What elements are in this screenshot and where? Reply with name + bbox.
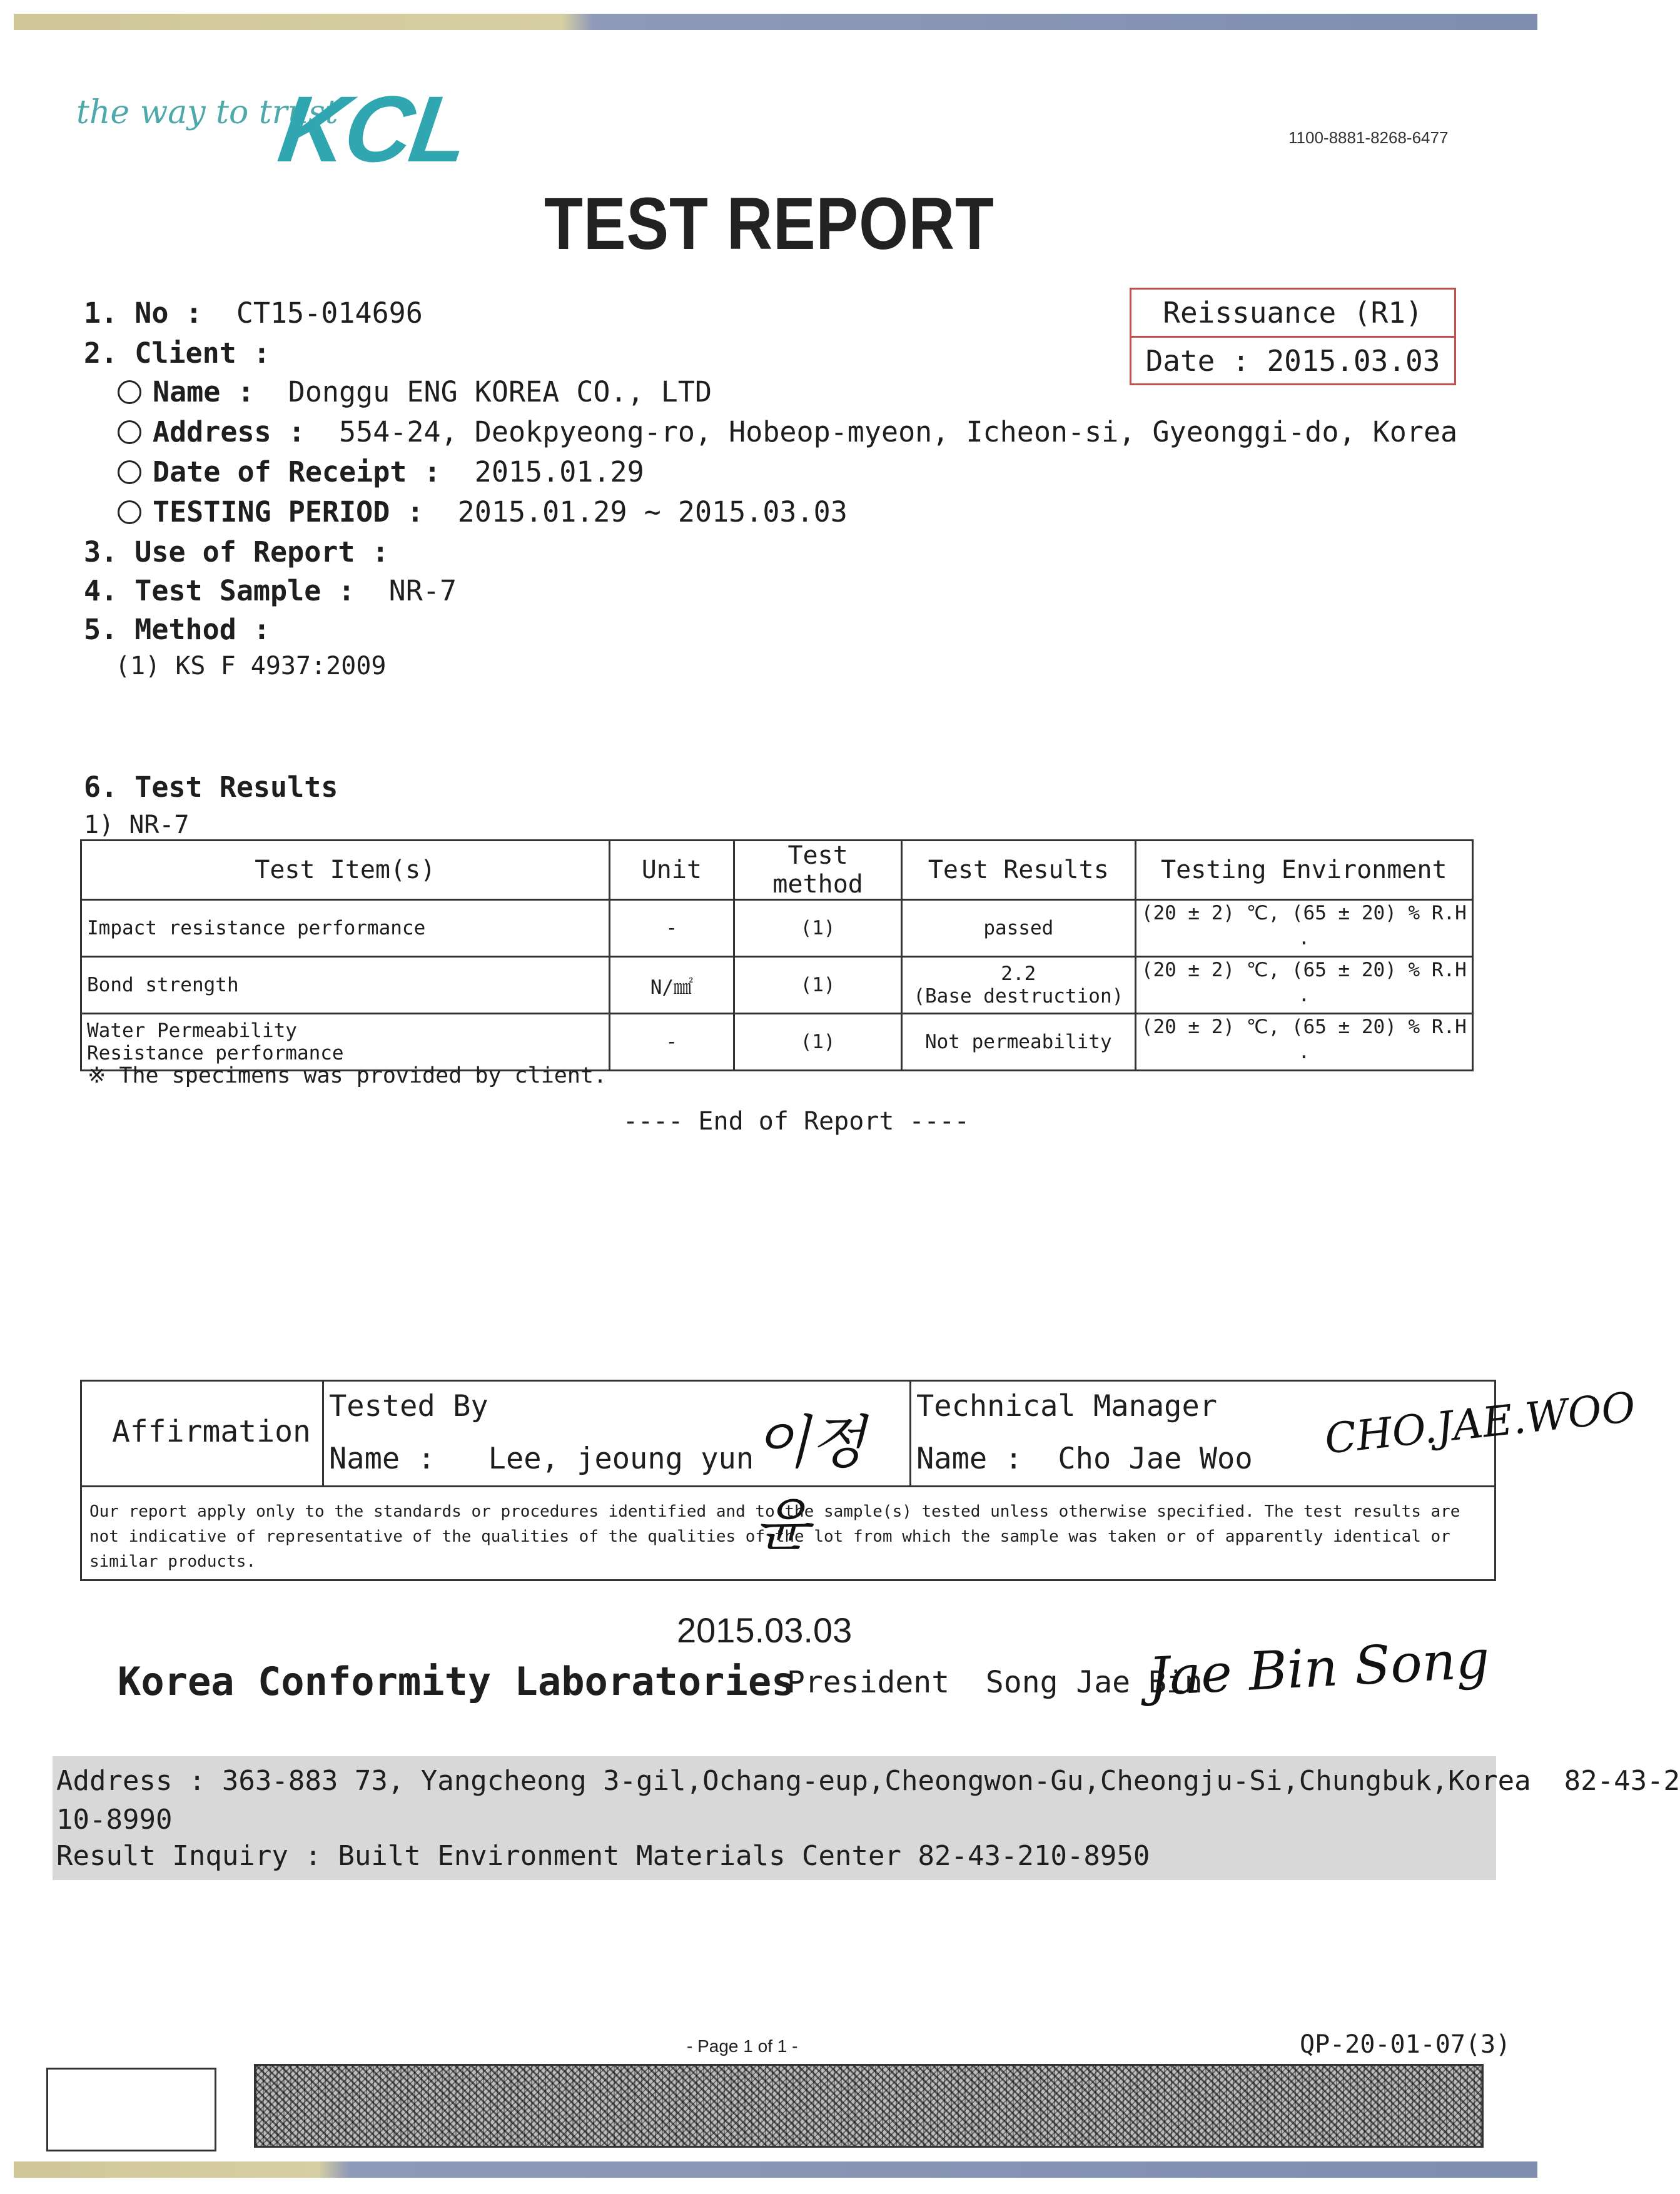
method-cell: (1) xyxy=(734,900,902,957)
method-label: 5. Method : xyxy=(84,613,271,646)
tested-by-name-label: Name : xyxy=(329,1442,435,1476)
client-address-value: 554-24, Deokpyeong-ro, Hobeop-myeon, Icheon-si, Gyeonggi-do, Korea xyxy=(339,415,1458,448)
unit-cell: N/㎟ xyxy=(609,957,734,1014)
technical-manager-cell xyxy=(911,1382,1638,1487)
test-sample-value: NR-7 xyxy=(388,574,457,607)
address-line-2: 10-8990 xyxy=(56,1804,173,1836)
test-sample-row xyxy=(84,574,457,607)
client-address-label: Address : xyxy=(153,415,305,448)
tested-by-label: Tested By xyxy=(329,1389,488,1423)
method-value: (1) KS F 4937:2009 xyxy=(115,652,387,680)
result-cell: Not permeability xyxy=(901,1014,1135,1071)
bullet-circle-icon xyxy=(118,500,141,524)
environment-cell: (20 ± 2) ℃, (65 ± 20) % R.H . xyxy=(1135,1014,1472,1071)
form-code: QP-20-01-07(3) xyxy=(1300,2030,1511,2059)
table-header-row xyxy=(81,841,1473,900)
results-heading: 6. Test Results xyxy=(84,771,338,804)
test-item-cell: Impact resistance performance xyxy=(81,900,610,957)
kcl-logo: KCL xyxy=(273,76,473,181)
reissuance-label: Reissuance (R1) xyxy=(1131,290,1454,338)
column-header: Test Results xyxy=(901,841,1135,900)
tested-by-name: Lee, jeoung yun xyxy=(488,1442,754,1476)
testing-period-label: TESTING PERIOD : xyxy=(153,495,424,528)
client-label: 2. Client : xyxy=(84,336,271,370)
receipt-date-label: Date of Receipt : xyxy=(153,455,441,488)
testing-period-value: 2015.01.29 ~ 2015.03.03 xyxy=(457,495,848,528)
address-block xyxy=(53,1756,1680,1880)
organization-name: Korea Conformity Laboratories xyxy=(118,1659,795,1704)
president-row xyxy=(787,1665,1203,1700)
technical-manager-name-label: Name : xyxy=(916,1442,1023,1476)
end-of-report: ---- End of Report ---- xyxy=(623,1107,969,1136)
receipt-date-row xyxy=(118,455,644,488)
bullet-circle-icon xyxy=(118,460,141,484)
reissuance-date: Date : 2015.03.03 xyxy=(1145,344,1440,378)
bullet-circle-icon xyxy=(118,380,141,404)
result-cell: passed xyxy=(901,900,1135,957)
column-header: Test Item(s) xyxy=(81,841,610,900)
tested-by-name-row xyxy=(329,1442,754,1476)
disclaimer-text: Our report apply only to the standards or procedures identified and to the sample(s) tested unless otherwise specified. The test results are not indicative of representative of the qualities of the qualities of the lot from which the sample was taken or of apparently identical or similar products. xyxy=(89,1502,1460,1571)
top-color-band xyxy=(14,14,1537,30)
client-address-row xyxy=(118,415,1457,448)
report-no-value: CT15-014696 xyxy=(236,296,423,330)
affirmation-label-cell xyxy=(82,1382,324,1487)
test-item-cell: Bond strength xyxy=(81,957,610,1014)
table-row xyxy=(81,900,1473,957)
environment-cell: (20 ± 2) ℃, (65 ± 20) % R.H . xyxy=(1135,957,1472,1014)
president-label: President xyxy=(787,1665,950,1700)
tested-by-cell xyxy=(324,1382,911,1559)
table-row xyxy=(81,957,1473,1014)
tested-by-signature: 이정윤 xyxy=(754,1409,866,1559)
issue-date: 2015.03.03 xyxy=(677,1610,853,1650)
affirmation-label: Affirmation xyxy=(112,1414,311,1449)
report-no-row xyxy=(84,296,423,330)
result-cell: 2.2 (Base destruction) xyxy=(901,957,1135,1014)
affirmation-box xyxy=(80,1380,1638,1581)
unit-cell: - xyxy=(609,900,734,957)
table-row xyxy=(81,1014,1473,1071)
president-signature: Jae Bin Song xyxy=(1146,1628,1491,1708)
reissuance-box xyxy=(1130,288,1456,385)
technical-manager-name-row xyxy=(916,1442,1253,1476)
security-barcode xyxy=(254,2064,1484,2148)
column-header: Unit xyxy=(609,841,734,900)
result-inquiry: Result Inquiry : Built Environment Materials Center 82-43-210-8950 xyxy=(56,1840,1150,1872)
unit-cell: - xyxy=(609,1014,734,1071)
technical-manager-label: Technical Manager xyxy=(916,1389,1218,1423)
page-number: - Page 1 of 1 - xyxy=(687,2036,798,2056)
president-name: Song Jae Bin xyxy=(985,1665,1203,1700)
technical-manager-signature: CHO.JAE.WOO xyxy=(1322,1383,1638,1464)
slogan: the way to trust xyxy=(76,94,338,131)
blank-box xyxy=(46,2068,216,2151)
testing-period-row xyxy=(118,495,848,528)
column-header: Testing Environment xyxy=(1135,841,1472,900)
specimen-note: ※ The specimens was provided by client. xyxy=(88,1063,607,1088)
client-name-value: Donggu ENG KOREA CO., LTD xyxy=(288,375,712,408)
report-no-label: 1. No : xyxy=(84,296,203,330)
bottom-color-band xyxy=(14,2161,1537,2178)
receipt-date-value: 2015.01.29 xyxy=(474,455,644,488)
client-name-label: Name : xyxy=(153,375,255,408)
test-item-cell: Water Permeability Resistance performance xyxy=(81,1014,610,1071)
results-table xyxy=(80,839,1474,1071)
page-title: TEST REPORT xyxy=(544,183,994,265)
address-line-1: Address : 363-883 73, Yangcheong 3-gil,Ochang-eup,Cheongwon-Gu,Cheongju-Si,Chungbuk,Korea 82-43-2 xyxy=(56,1765,1680,1797)
environment-cell: (20 ± 2) ℃, (65 ± 20) % R.H . xyxy=(1135,900,1472,957)
technical-manager-name: Cho Jae Woo xyxy=(1058,1442,1253,1476)
client-name-row xyxy=(118,375,712,408)
results-subheading: 1) NR-7 xyxy=(84,811,190,839)
certificate-number: 1100-8881-8268-6477 xyxy=(1288,128,1449,147)
test-sample-label: 4. Test Sample : xyxy=(84,574,355,607)
method-cell: (1) xyxy=(734,1014,902,1071)
column-header: Test method xyxy=(734,841,902,900)
bullet-circle-icon xyxy=(118,420,141,444)
method-cell: (1) xyxy=(734,957,902,1014)
use-of-report-label: 3. Use of Report : xyxy=(84,535,389,569)
